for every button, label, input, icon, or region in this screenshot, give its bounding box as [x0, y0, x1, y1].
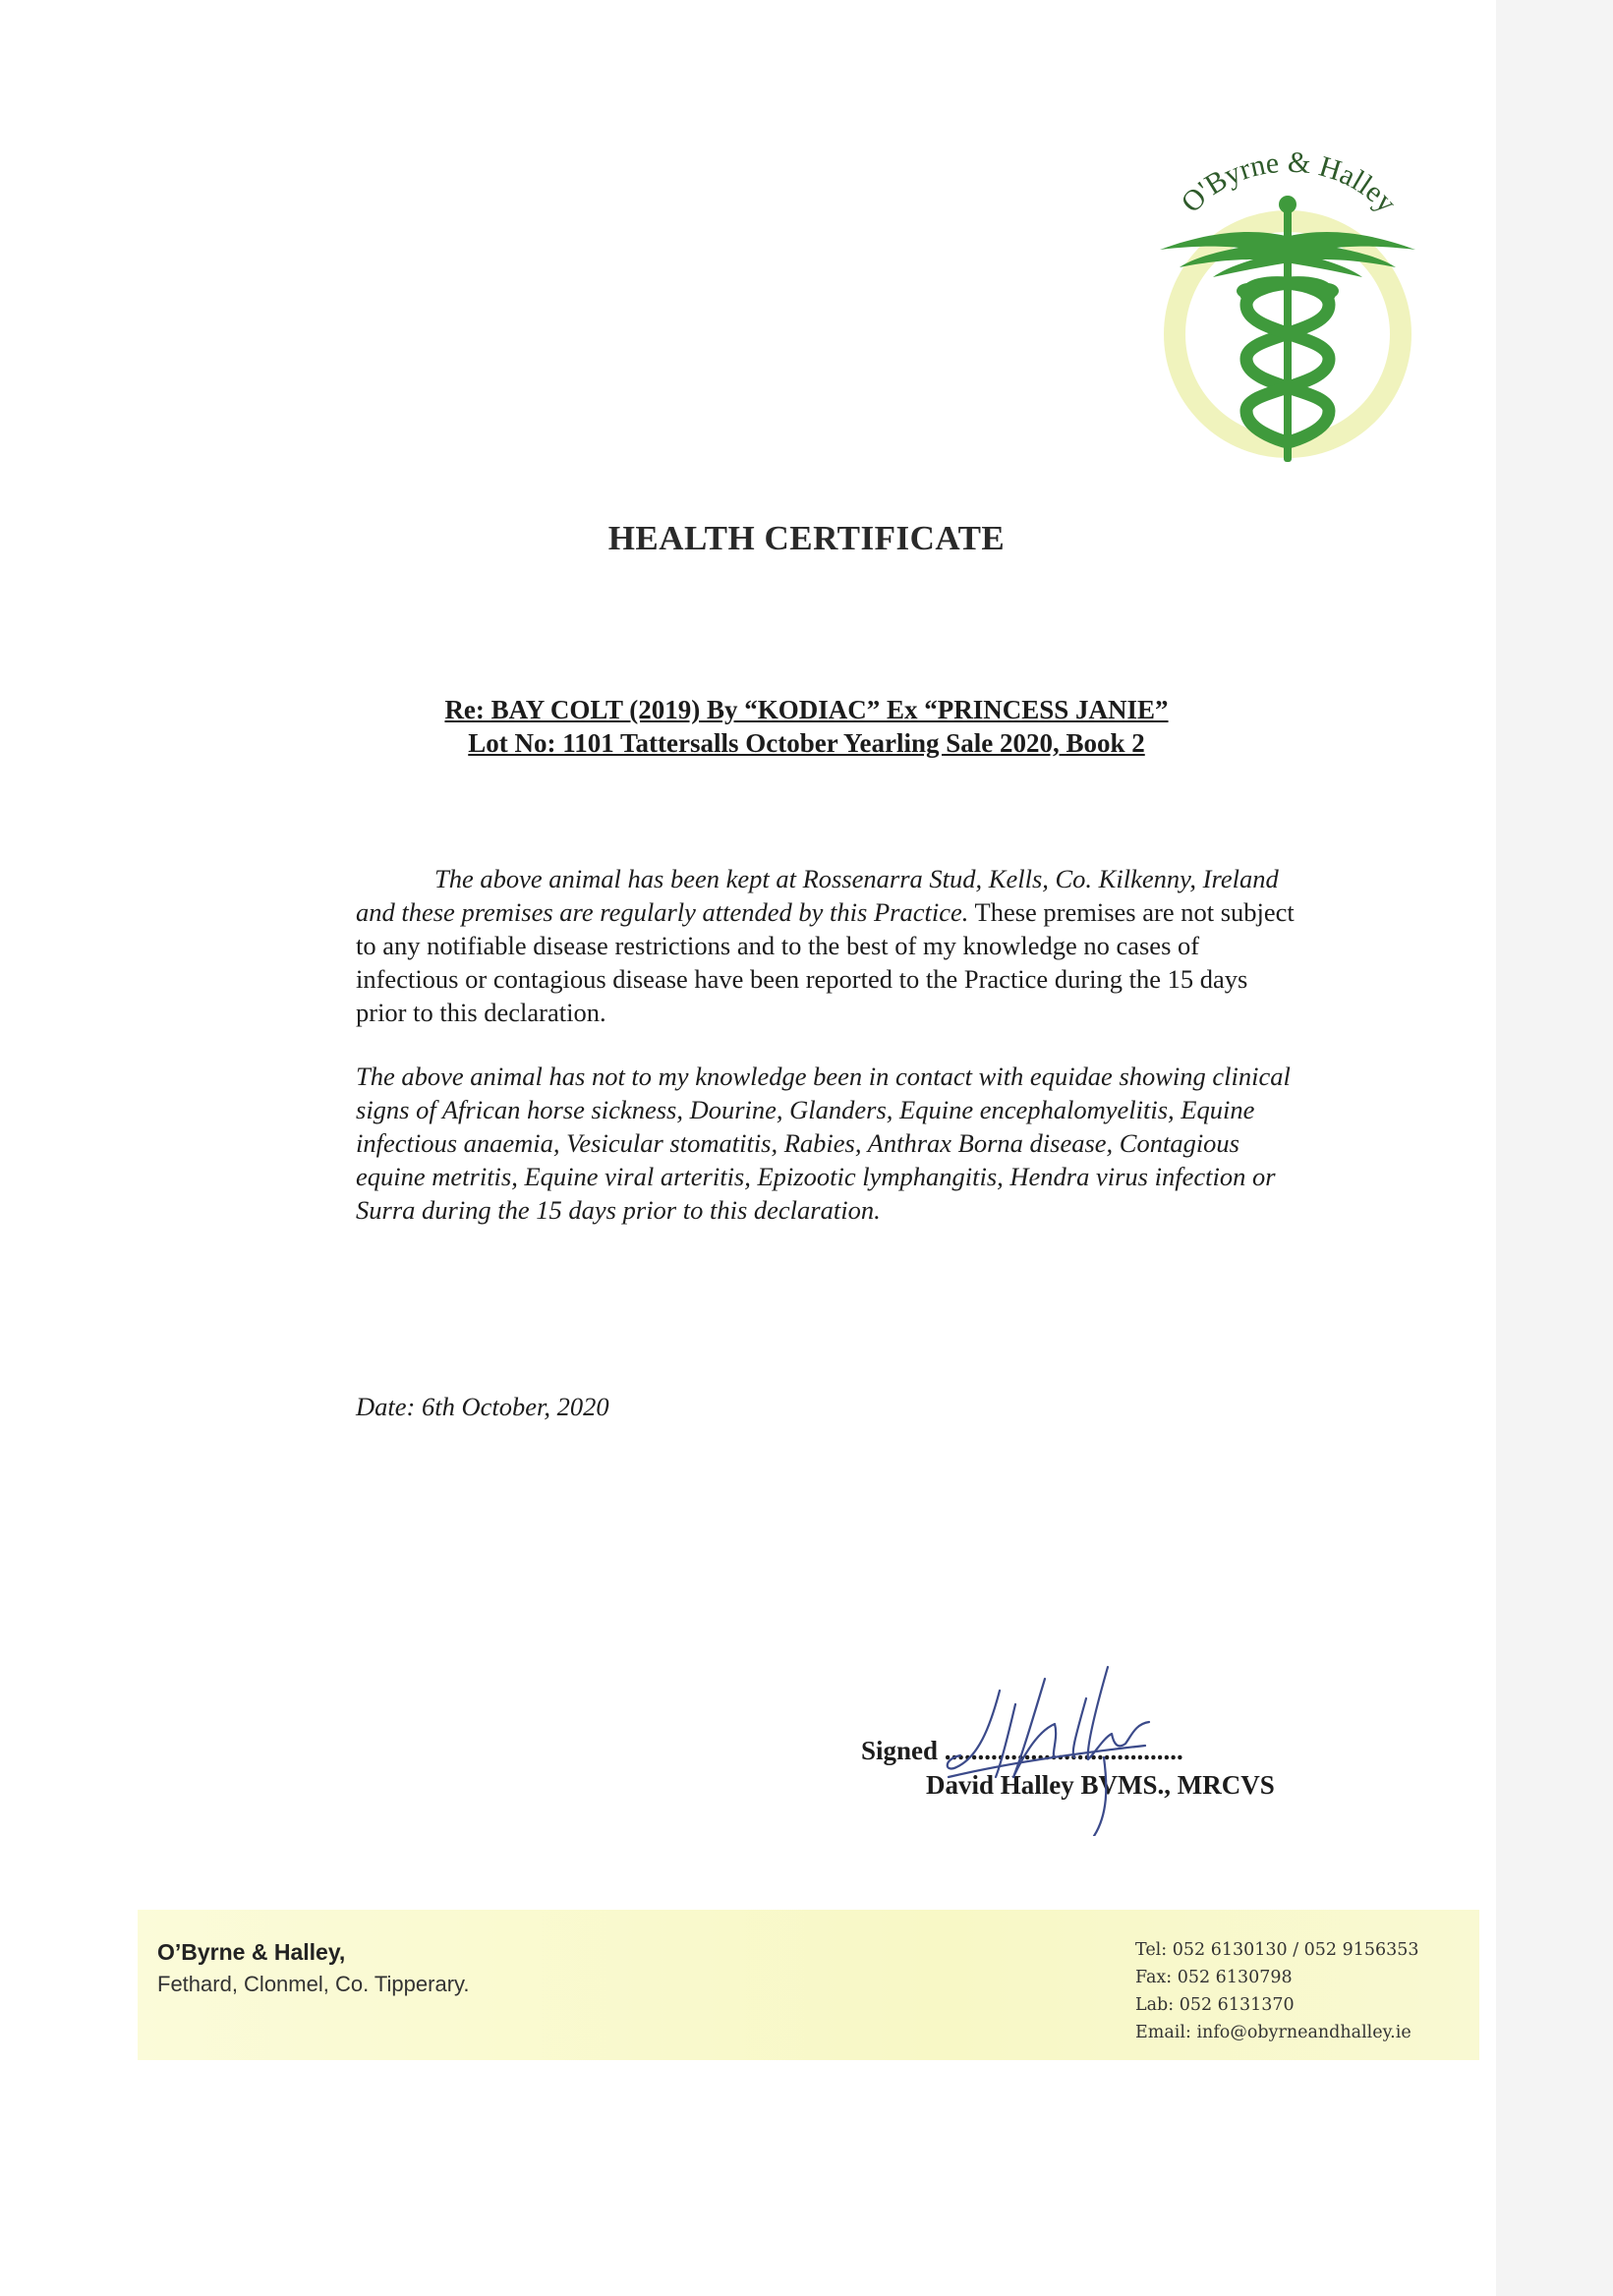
signature-dots: .................................... [944, 1736, 1183, 1765]
logo-text: O'Byrne & Halley [1175, 147, 1404, 219]
footer-contacts [1135, 1936, 1419, 2046]
disease-contact-paragraph: The above animal has not to my knowledge been in contact with equidae showing clinical signs of African horse sickness, Dourine, Glanders, Equine encephalomyelitis, Equine infectious anaemia, Vesicular stomatitis, Rabies, Anthrax Borna disease, Contagious equine metritis, Equine viral arteritis, Epizootic lymphangitis, Hendra virus infection or Surra during the 15 days prior to this declaration. [356, 1062, 1291, 1225]
footer-practice-name: O’Byrne & Halley, [157, 1939, 346, 1965]
premises-italic-text: The above animal has been kept at Rossenarra Stud, Kells, Co. Kilkenny, Ireland and these premises are regularly attended by this Practice. [356, 864, 1279, 927]
re-line-subject: Re: BAY COLT (2019) By “KODIAC” Ex “PRINCESS JANIE” [444, 695, 1169, 724]
footer-band [138, 1910, 1479, 2060]
footer-email[interactable]: Email: info@obyrneandhalley.ie [1135, 2023, 1411, 2042]
handwritten-signature [939, 1639, 1234, 1836]
premises-regular-text: These premises are not subject to any notifiable disease restrictions and to the best of my knowledge no cases of infectious or contagious disease have been reported to the Practice during the 15 days prior to this declaration. [356, 897, 1295, 1027]
scan-edge-shadow [1496, 0, 1613, 2296]
premises-paragraph [356, 862, 1295, 1029]
obyrne-halley-logo [1140, 147, 1435, 482]
document-title: HEALTH CERTIFICATE [607, 519, 1006, 557]
signed-label: Signed [861, 1736, 945, 1765]
footer-tel: Tel: 052 6130130 / 052 9156353 [1135, 1940, 1419, 1960]
footer-fax: Fax: 052 6130798 [1135, 1968, 1293, 1987]
footer-address: Fethard, Clonmel, Co. Tipperary. [157, 1972, 470, 1996]
signatory-name: David Halley BVMS., MRCVS [926, 1770, 1275, 1800]
footer-lab: Lab: 052 6131370 [1135, 1995, 1295, 2015]
certificate-date: Date: 6th October, 2020 [356, 1392, 609, 1421]
re-line-lot: Lot No: 1101 Tattersalls October Yearling Sale 2020, Book 2 [468, 728, 1145, 758]
